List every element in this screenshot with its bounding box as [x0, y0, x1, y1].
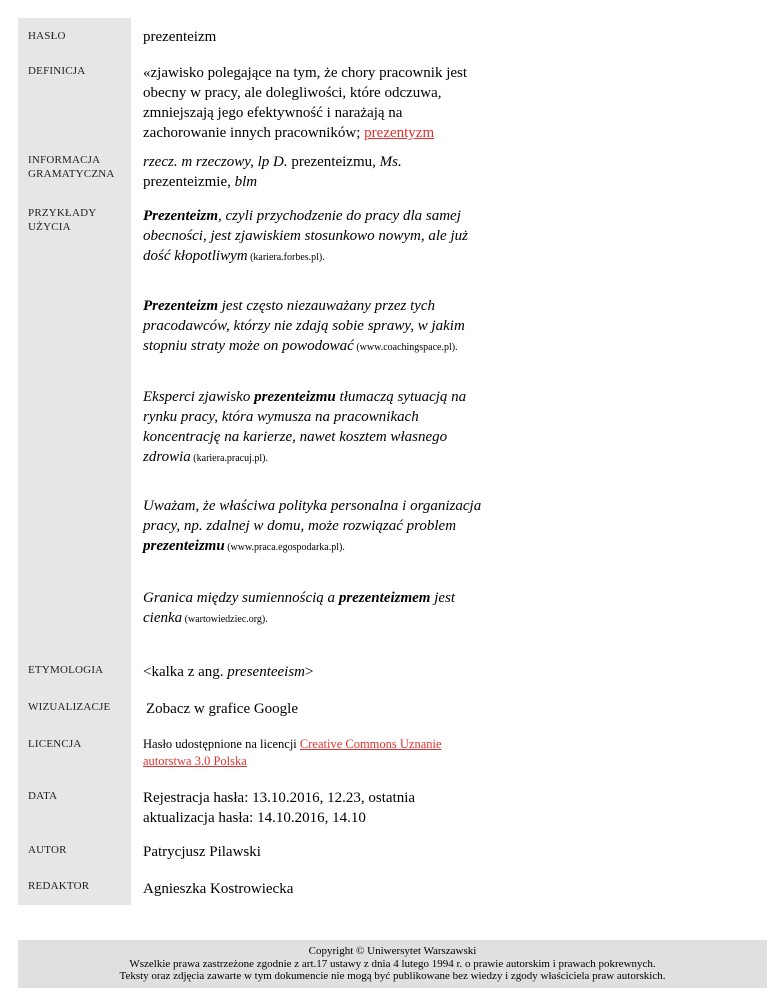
- example-source: (kariera.forbes.pl).: [247, 252, 325, 263]
- label-etymologia: ETYMOLOGIA: [28, 664, 104, 676]
- grammar-part: rzecz. m rzeczowy, lp D.: [143, 154, 288, 170]
- label-licencja: LICENCJA: [28, 738, 82, 750]
- definition-text: «zjawisko polegające na tym, że chory pracownik jest obecny w pracy, ale dolegliwości, które odczuwa, zmniejszają jego efektywność i narażają na zachorowanie innych pracowników;: [143, 65, 468, 141]
- license-link[interactable]: Creative Commons Uznanie autorstwa 3.0 Polska: [143, 737, 442, 768]
- etymology-source-word: presenteeism: [227, 664, 306, 680]
- footer-line: Teksty oraz zdjęcia zawarte w tym dokumencie nie mogą być publikowane bez wiedzy i zgody właściciela praw autorskich.: [119, 970, 666, 982]
- label-line: INFORMACJA: [28, 154, 101, 166]
- example-1: Prezenteizm, czyli przychodzenie do pracy dla samej obecności, jest zjawiskiem stosunkowo nowym, ale już dość kłopotliwym (kariera.forbes.pl).: [143, 208, 468, 264]
- copyright-footer: [18, 940, 767, 988]
- grammar-part: prezenteizmie,: [143, 174, 235, 190]
- dates: Rejestracja hasła: 13.10.2016, 12.23, ostatnia aktualizacja hasła: 14.10.2016, 14.10: [143, 790, 416, 826]
- example-keyword: prezenteizmu: [143, 538, 225, 554]
- label-wizualizacje: WIZUALIZACJE: [28, 701, 111, 713]
- example-keyword: Prezenteizm: [143, 208, 218, 224]
- label-line: GRAMATYCZNA: [28, 168, 115, 180]
- label-line: PRZYKŁADY: [28, 207, 97, 219]
- example-source: (wartowiedziec.org).: [182, 614, 268, 625]
- google-images-link[interactable]: Zobacz w grafice Google: [146, 701, 299, 717]
- license: Hasło udostępnione na licencji Creative Commons Uznanie autorstwa 3.0 Polska: [143, 737, 442, 768]
- example-5: Granica między sumiennością a prezenteizmem jest cienka (wartowiedziec.org).: [143, 590, 456, 626]
- example-source: (www.coachingspace.pl).: [353, 342, 458, 353]
- grammar-part: Ms.: [379, 154, 402, 170]
- example-source: (www.praca.egospodarka.pl).: [224, 542, 345, 553]
- label-haslo: HASŁO: [28, 30, 66, 42]
- example-3: Eksperci zjawisko prezenteizmu tłumaczą sytuacją na rynku pracy, która wymusza na pracownikach koncentrację na karierze, nawet kosztem własnego zdrowia (kariera.pracuj.pl).: [143, 389, 467, 465]
- label-definicja: DEFINICJA: [28, 65, 86, 77]
- grammar-part: prezenteizmu,: [287, 154, 380, 170]
- synonym-link[interactable]: prezentyzm: [364, 125, 435, 141]
- example-keyword: prezenteizmu: [254, 389, 336, 405]
- grammar-part: blm: [234, 174, 258, 190]
- grammar-info: [143, 152, 503, 192]
- definition: [143, 63, 488, 143]
- label-line: UŻYCIA: [28, 221, 71, 233]
- author-name: Patrycjusz Pilawski: [143, 844, 261, 860]
- label-redaktor: REDAKTOR: [28, 880, 90, 892]
- headword: prezenteizm: [143, 29, 217, 45]
- label-informacja-gramatyczna: [28, 153, 115, 181]
- footer-line: Wszelkie prawa zastrzeżone zgodnie z art.17 ustawy z dnia 4 lutego 1994 r. o prawie autorskim i prawach pokrewnych.: [129, 957, 656, 970]
- example-2: Prezenteizm jest często niezauważany przez tych pracodawców, którzy nie zdają sobie sprawy, w jakim stopniu straty może on powodować (www.coachingspace.pl).: [143, 298, 465, 354]
- example-source: (kariera.pracuj.pl).: [190, 453, 268, 464]
- label-autor: AUTOR: [28, 844, 67, 856]
- example-keyword: prezenteizmem: [338, 590, 431, 606]
- example-keyword: Prezenteizm: [143, 298, 218, 314]
- label-column-background: [18, 18, 131, 905]
- etymology: <kalka z ang. presenteeism>: [143, 664, 314, 680]
- example-4: Uważam, że właściwa polityka personalna i organizacja pracy, np. zdalnej w domu, może rozwiązać problem prezenteizmu (www.praca.egospodarka.pl).: [143, 498, 482, 554]
- label-przyklady-uzycia: [28, 206, 96, 234]
- label-data: DATA: [28, 790, 58, 802]
- editor-name: Agnieszka Kostrowiecka: [143, 881, 294, 897]
- footer-line: Copyright © Uniwersytet Warszawski: [308, 945, 477, 957]
